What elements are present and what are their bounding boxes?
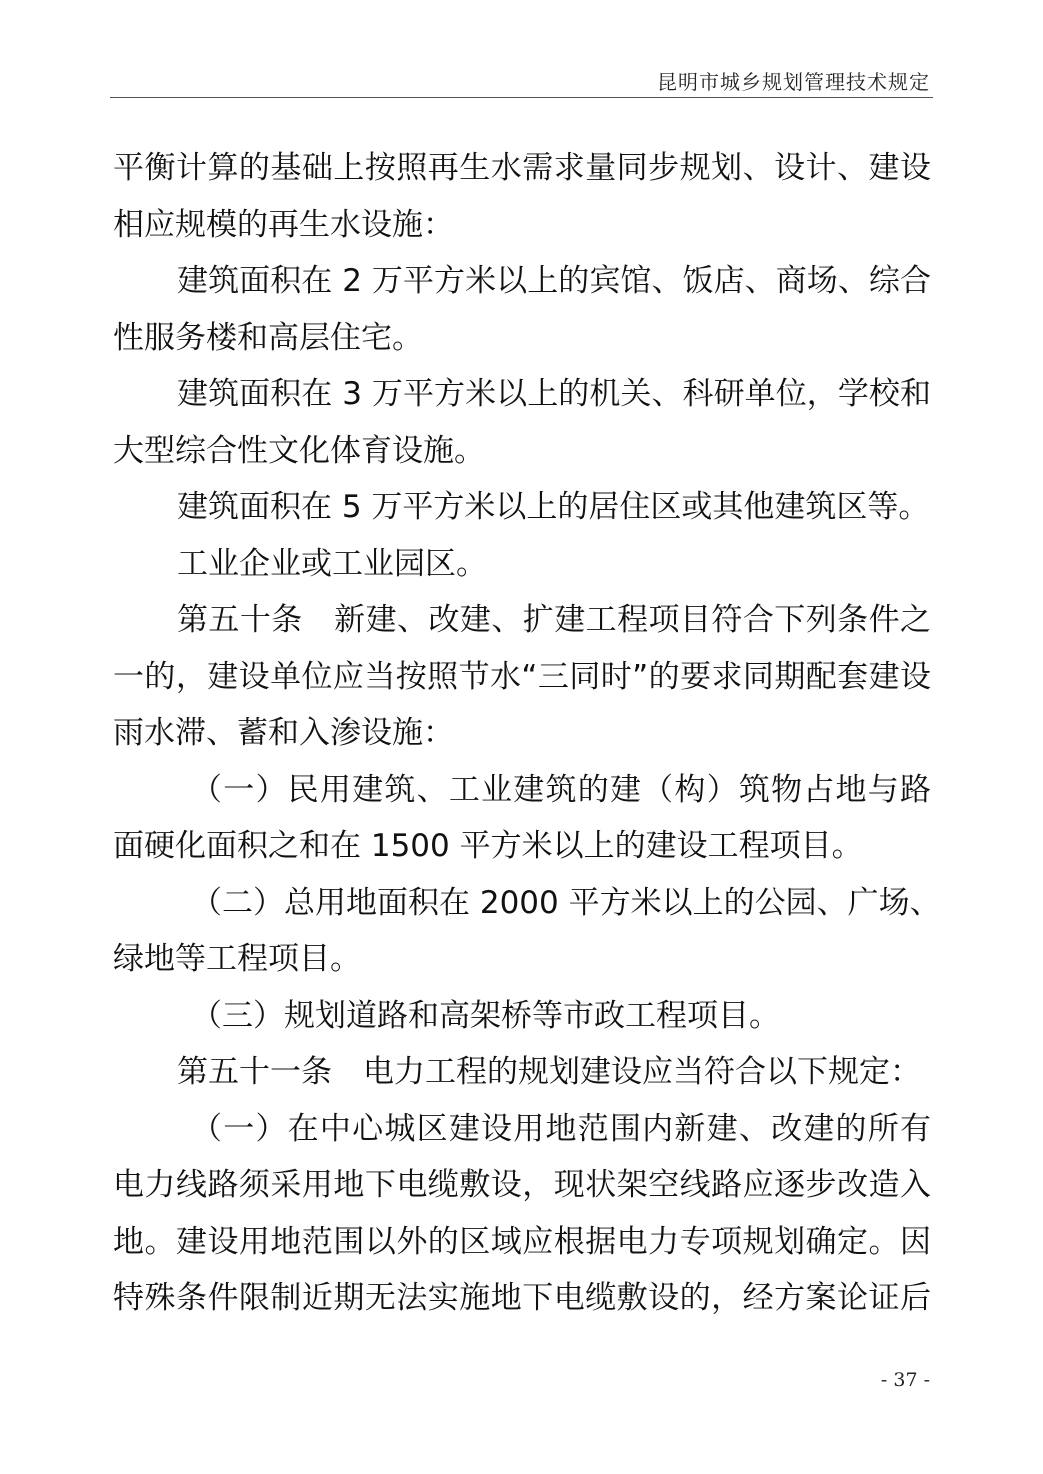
text-line: 建筑面积在 2 万平方米以上的宾馆、饭店、商场、综合	[177, 263, 931, 299]
document-body	[113, 140, 941, 1327]
text-line: 工业企业或工业园区。	[177, 545, 487, 582]
text-line: 雨水滞、蓄和入渗设施：	[113, 715, 454, 751]
text-line: 绿地等工程项目。	[113, 941, 361, 977]
text-line: （三）规划道路和高架桥等市政工程项目。	[191, 997, 780, 1034]
text-line: （一）在中心城区建设用地范围内新建、改建的所有	[191, 1110, 931, 1147]
running-header: 昆明市城乡规划管理技术规定	[657, 70, 930, 94]
text-line: 地。建设用地范围以外的区域应根据电力专项规划确定。因	[113, 1223, 931, 1260]
text-line: 第五十一条 电力工程的规划建设应当符合以下规定：	[177, 1054, 921, 1090]
text-line: 第五十条 新建、改建、扩建工程项目符合下列条件之	[177, 602, 931, 638]
header-rule	[110, 97, 933, 98]
text-line: 相应规模的再生水设施：	[113, 206, 454, 243]
text-line: 建筑面积在 3 万平方米以上的机关、科研单位，学校和	[177, 376, 931, 412]
text-line: 平衡计算的基础上按照再生水需求量同步规划、设计、建设	[113, 150, 931, 186]
text-line: 性服务楼和高层住宅。	[113, 319, 423, 356]
text-line: 大型综合性文化体育设施。	[113, 432, 485, 469]
text-line: 一的，建设单位应当按照节水“三同时”的要求同期配套建设	[113, 658, 931, 695]
text-line: （二）总用地面积在 2000 平方米以上的公园、广场、	[191, 884, 941, 921]
text-line: 电力线路须采用地下电缆敷设，现状架空线路应逐步改造入	[113, 1167, 931, 1203]
text-line: 特殊条件限制近期无法实施地下电缆敷设的，经方案论证后	[113, 1280, 931, 1316]
text-line: （一）民用建筑、工业建筑的建（构）筑物占地与路	[191, 771, 931, 808]
page-number: - 37 -	[880, 1369, 930, 1391]
text-line: 面硬化面积之和在 1500 平方米以上的建设工程项目。	[113, 828, 863, 864]
text-line: 建筑面积在 5 万平方米以上的居住区或其他建筑区等。	[177, 489, 930, 525]
